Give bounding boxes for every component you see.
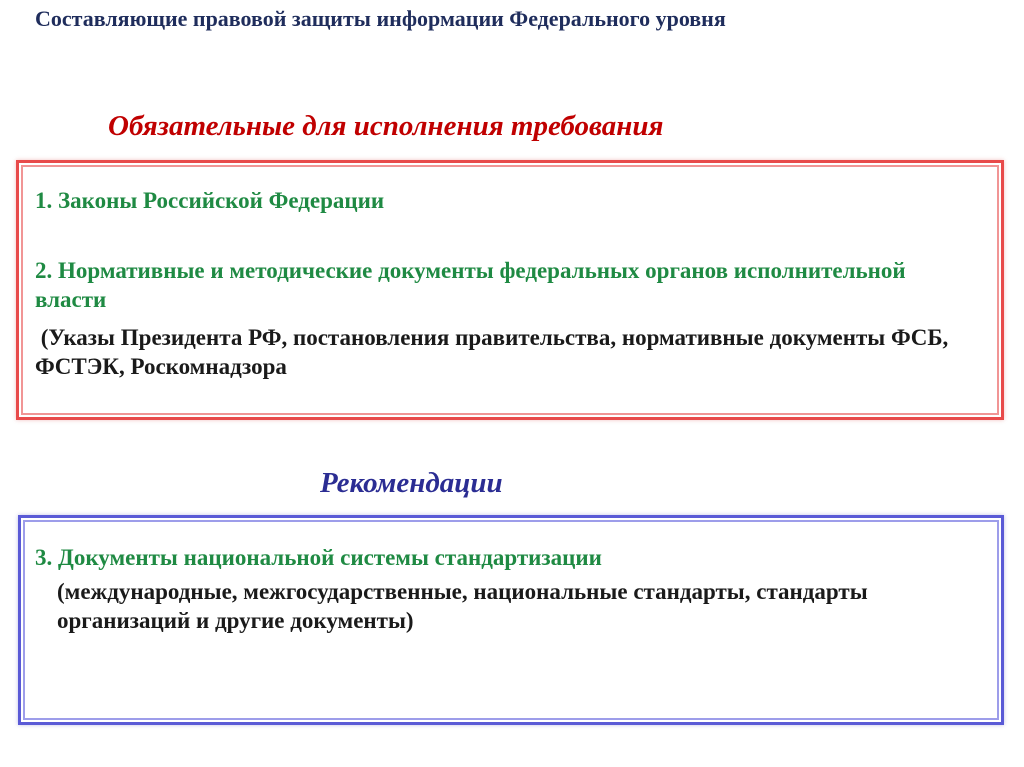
item-federal-documents-note: (Указы Президента РФ, постановления правительства, нормативные документы ФСБ, ФСТЭК, Роскомнадзора	[35, 325, 955, 379]
required-section-heading: Обязательные для исполнения требования	[108, 110, 664, 142]
item-federal-documents: 2. Нормативные и методические документы федеральных органов исполнительной власти	[35, 258, 906, 312]
slide-title: Составляющие правовой защиты информации Федерального уровня	[35, 6, 726, 31]
item-standardization-note: (международные, межгосударственные, национальные стандарты, стандарты организаций и другие документы)	[57, 579, 868, 633]
recommendations-heading: Рекомендации	[320, 467, 503, 499]
item-standardization-documents: 3. Документы национальной системы стандартизации	[35, 545, 602, 570]
item-laws-rf: 1. Законы Российской Федерации	[35, 188, 385, 213]
